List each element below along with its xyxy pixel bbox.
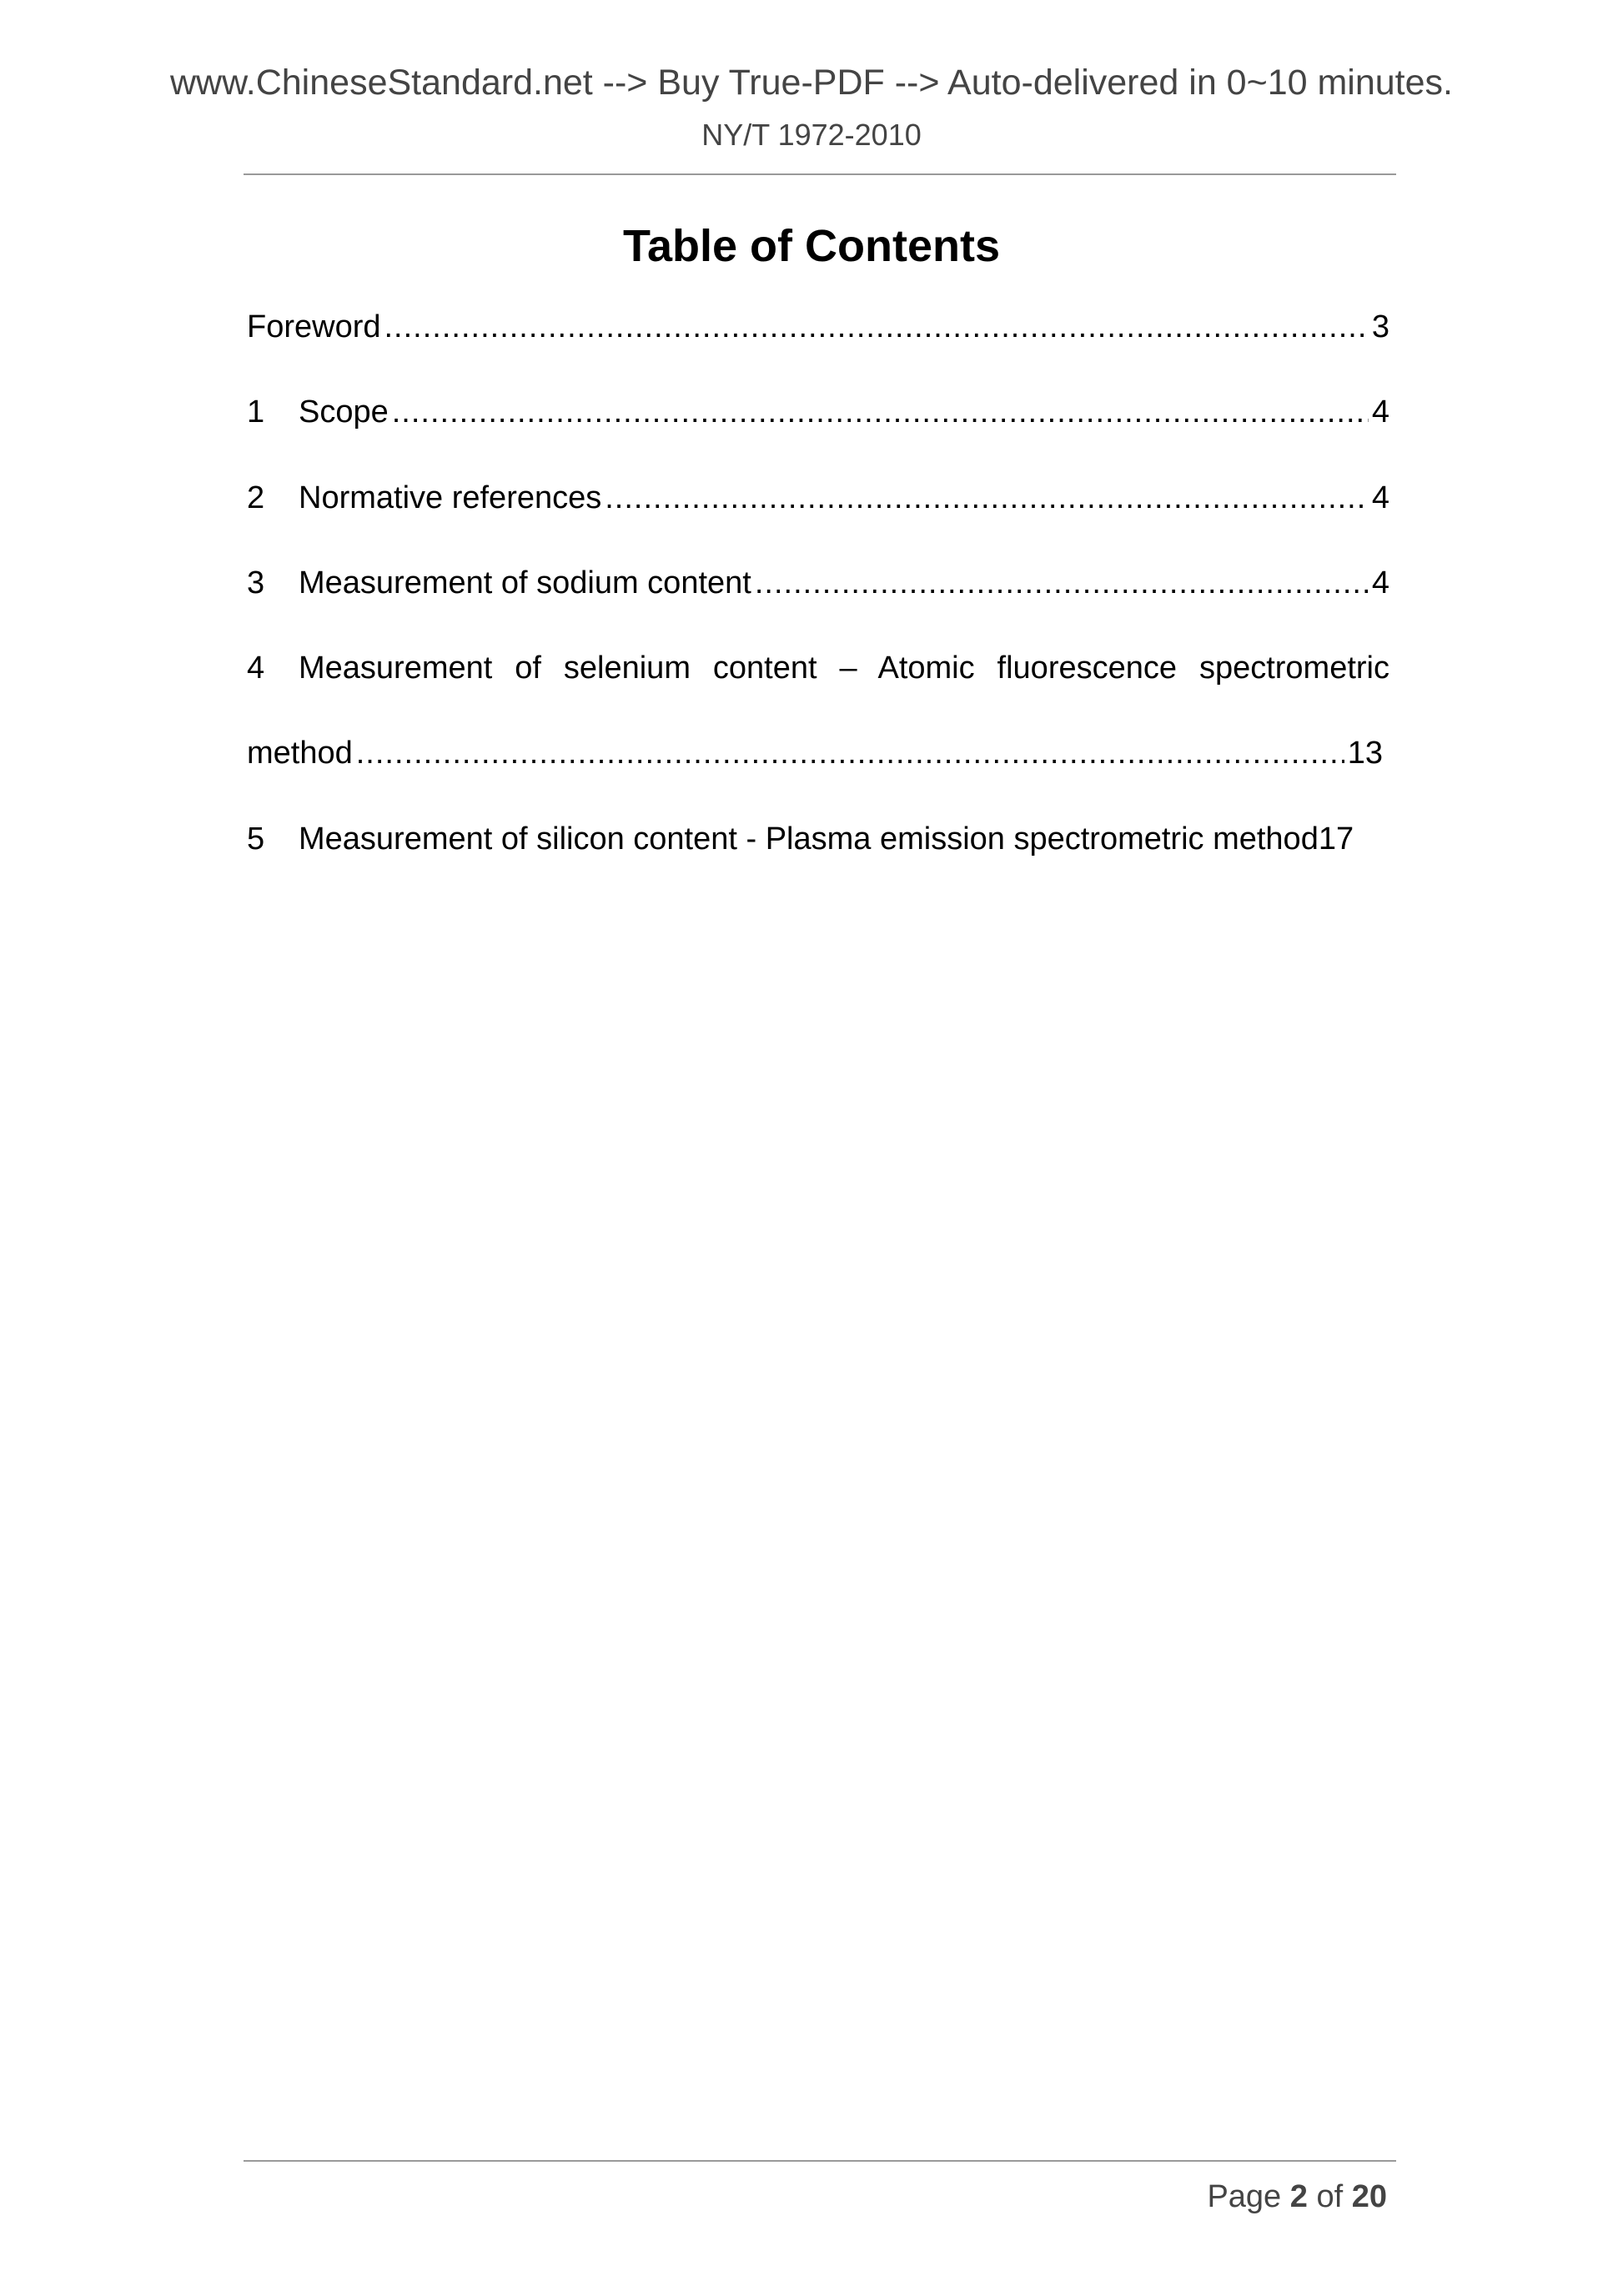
toc-entry-label: Normative references: [299, 480, 602, 515]
toc-entry-sodium[interactable]: [247, 565, 1389, 607]
footer-divider: [244, 2160, 1396, 2162]
site-banner: www.ChineseStandard.net --> Buy True-PDF --> Auto-delivered in 0~10 minutes.: [169, 63, 1453, 103]
toc-entry-silicon[interactable]: [247, 821, 1394, 863]
toc-entry-label-continuation: method: [247, 736, 353, 771]
toc-entry-label: Measurement of sodium content: [299, 565, 751, 600]
toc-entry-selenium[interactable]: [247, 651, 1389, 692]
toc-title: Table of Contents: [623, 221, 1000, 271]
toc-entry-number: 3: [247, 565, 265, 600]
total-page-count: 20: [1351, 2179, 1387, 2214]
toc-entry-number: 4: [247, 651, 265, 686]
toc-entry-page: 4: [1371, 480, 1389, 515]
toc-dot-leader: [605, 480, 1369, 516]
toc-entry-foreword[interactable]: [247, 309, 1389, 351]
toc-entry-label: Measurement of selenium content – Atomic fluorescence spectrometric: [299, 651, 1389, 686]
toc-entry-page: 4: [1371, 394, 1389, 430]
page-indicator: [1207, 2179, 1387, 2215]
toc-dot-leader: [356, 736, 1344, 771]
toc-entry-normative-references[interactable]: [247, 480, 1389, 522]
header-divider: [244, 173, 1396, 175]
toc-entry-page: 13: [1347, 736, 1383, 771]
toc-dot-leader: [392, 394, 1369, 430]
document-code: NY/T 1972-2010: [701, 118, 922, 152]
toc-entry-page: 17: [1318, 821, 1354, 857]
toc-dot-leader: [755, 565, 1369, 601]
toc-entry-page: 3: [1371, 309, 1389, 344]
toc-entry-label: Foreword: [247, 309, 381, 344]
toc-entry-page: 4: [1371, 565, 1389, 600]
page-of-label: of: [1316, 2179, 1344, 2214]
toc-entry-label: Scope: [299, 394, 389, 430]
toc-entry-number: 5: [247, 821, 265, 857]
toc-entry-number: 2: [247, 480, 265, 515]
toc-dot-leader: [384, 309, 1369, 345]
toc-entry-label: Measurement of silicon content - Plasma emission spectrometric method: [299, 821, 1319, 857]
toc-entry-selenium-continuation[interactable]: [247, 736, 1383, 777]
current-page-number: 2: [1289, 2179, 1308, 2214]
toc-entry-number: 1: [247, 394, 265, 430]
page-prefix: Page: [1207, 2179, 1282, 2214]
toc-entry-scope[interactable]: [247, 394, 1389, 436]
